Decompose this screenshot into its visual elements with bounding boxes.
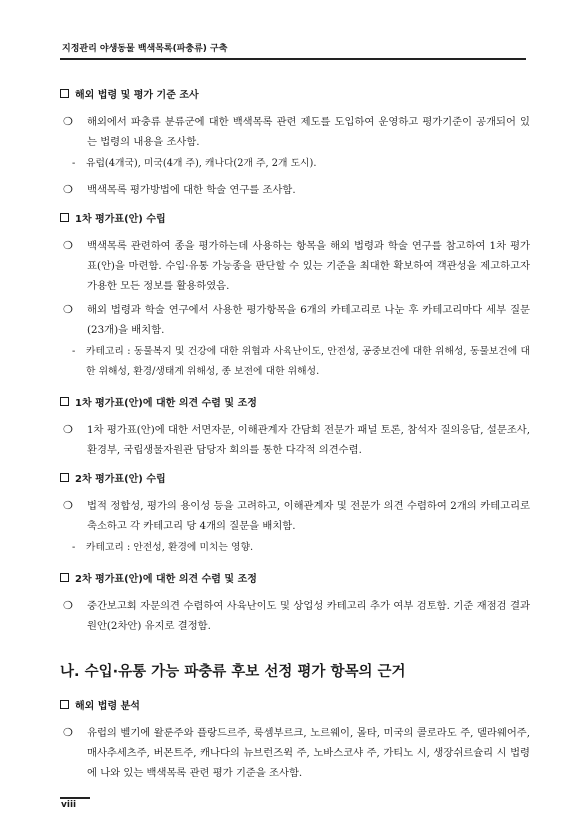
checkbox-square-icon — [60, 700, 69, 709]
paragraph-text: 유럽의 벨기에 왈룬주와 플랑드르주, 룩셈부르크, 노르웨이, 몰타, 미국의 콜로라도 주, 델라웨어주, 매사추세츠주, 버몬트주, 캐나다의 뉴브런즈윅 주, 노바스코샤 주, 가티노 시, 생장쉬르슐리 시 법령에 나와 있는 백색목록 관련 평가 기준을 조사함. — [87, 727, 530, 779]
bullet-paragraph — [60, 112, 530, 152]
paragraph-text: 1차 평가표(안)에 대한 서면자문, 이해관계자 간담회 전문가 패널 토론, 참석자 질의응답, 설문조사, 환경부, 국립생물자원관 담당자 회의를 통한 다각적 의견수렴. — [87, 424, 530, 456]
section-heading — [60, 394, 530, 409]
section-heading-text: 1차 평가표(안) 수립 — [75, 214, 166, 225]
chapter-title: 나. 수입·유통 가능 파충류 후보 선정 평가 항목의 근거 — [60, 664, 406, 680]
section-heading — [60, 697, 530, 712]
paragraph-text: 중간보고회 자문의견 수렴하여 사육난이도 및 상업성 카테고리 추가 여부 검토함. 기준 재점검 결과 원안(2차안) 유지로 결정함. — [87, 600, 530, 632]
checkbox-square-icon — [60, 473, 69, 482]
page-number: viii — [61, 800, 77, 810]
circle-bullet-icon: ❍ — [63, 183, 73, 196]
header-rule — [60, 58, 526, 60]
circle-bullet-icon: ❍ — [63, 303, 73, 316]
sub-item-text: 유럽(4개국), 미국(4개 주), 캐나다(2개 주, 2개 도시). — [86, 158, 317, 169]
section-gap — [60, 787, 530, 793]
dash-marker: - — [72, 542, 76, 553]
circle-bullet-icon: ❍ — [63, 599, 73, 612]
bullet-paragraph — [60, 236, 530, 296]
section-heading — [60, 210, 530, 225]
checkbox-square-icon — [60, 397, 69, 406]
sub-item — [60, 342, 530, 382]
bullet-paragraph — [60, 180, 530, 200]
circle-bullet-icon: ❍ — [63, 423, 73, 436]
dash-marker: - — [72, 346, 76, 357]
page-content — [60, 86, 530, 793]
circle-bullet-icon: ❍ — [63, 115, 73, 128]
sub-item-text: 카테고리 : 안전성, 환경에 미치는 영향. — [86, 542, 254, 553]
section-heading — [60, 86, 530, 101]
section-heading-text: 2차 평가표(안)에 대한 의견 수렴 및 조정 — [75, 574, 257, 585]
checkbox-square-icon — [60, 573, 69, 582]
sub-item — [60, 154, 530, 174]
circle-bullet-icon: ❍ — [63, 239, 73, 252]
section-heading-text: 2차 평가표(안) 수립 — [75, 474, 166, 485]
section-heading-text: 해외 법령 및 평가 기준 조사 — [75, 90, 199, 101]
section-heading-text: 해외 법령 분석 — [75, 701, 140, 712]
dash-marker: - — [72, 158, 76, 169]
section-heading — [60, 470, 530, 485]
bullet-paragraph — [60, 596, 530, 636]
bullet-paragraph — [60, 300, 530, 340]
paragraph-text: 법적 정합성, 평가의 용이성 등을 고려하고, 이해관계자 및 전문가 의견 수렴하여 2개의 카테고리로 축소하고 각 카테고리 당 4개의 질문을 배치함. — [87, 500, 530, 532]
paragraph-text: 해외 법령과 학술 연구에서 사용한 평가항목을 6개의 카테고리로 나눈 후 카테고리마다 세부 질문(23개)을 배치함. — [87, 304, 530, 336]
footer-rule — [60, 797, 90, 799]
bullet-paragraph — [60, 723, 530, 783]
bullet-paragraph — [60, 496, 530, 536]
sub-item-text: 카테고리 : 동물복지 및 건강에 대한 위협과 사육난이도, 안전성, 공중보건에 대한 위해성, 동물보건에 대한 위해성, 환경/생태계 위해성, 종 보전에 대한 위해성. — [86, 346, 530, 377]
circle-bullet-icon: ❍ — [63, 726, 73, 739]
checkbox-square-icon — [60, 89, 69, 98]
section-gap — [60, 640, 530, 646]
paragraph-text: 해외에서 파충류 분류군에 대한 백색목록 관련 제도를 도입하여 운영하고 평가기준이 공개되어 있는 법령의 내용을 조사함. — [87, 116, 530, 148]
section-heading-text: 1차 평가표(안)에 대한 의견 수렴 및 조정 — [75, 398, 257, 409]
checkbox-square-icon — [60, 213, 69, 222]
page-header-title: 지정관리 야생동물 백색목록(파충류) 구축 — [62, 44, 228, 54]
section-heading — [60, 570, 530, 585]
bullet-paragraph — [60, 420, 530, 460]
paragraph-text: 백색목록 관련하여 종을 평가하는데 사용하는 항목을 해외 법령과 학술 연구를 참고하여 1차 평가표(안)을 마련함. 수입·유통 가능종을 판단할 수 있는 기준을 최대한 확보하여 객관성을 제고하고자 가용한 모든 정보를 활용하였음. — [87, 240, 530, 292]
circle-bullet-icon: ❍ — [63, 499, 73, 512]
sub-item — [60, 538, 530, 558]
paragraph-text: 백색목록 평가방법에 대한 학술 연구를 조사함. — [87, 184, 296, 196]
